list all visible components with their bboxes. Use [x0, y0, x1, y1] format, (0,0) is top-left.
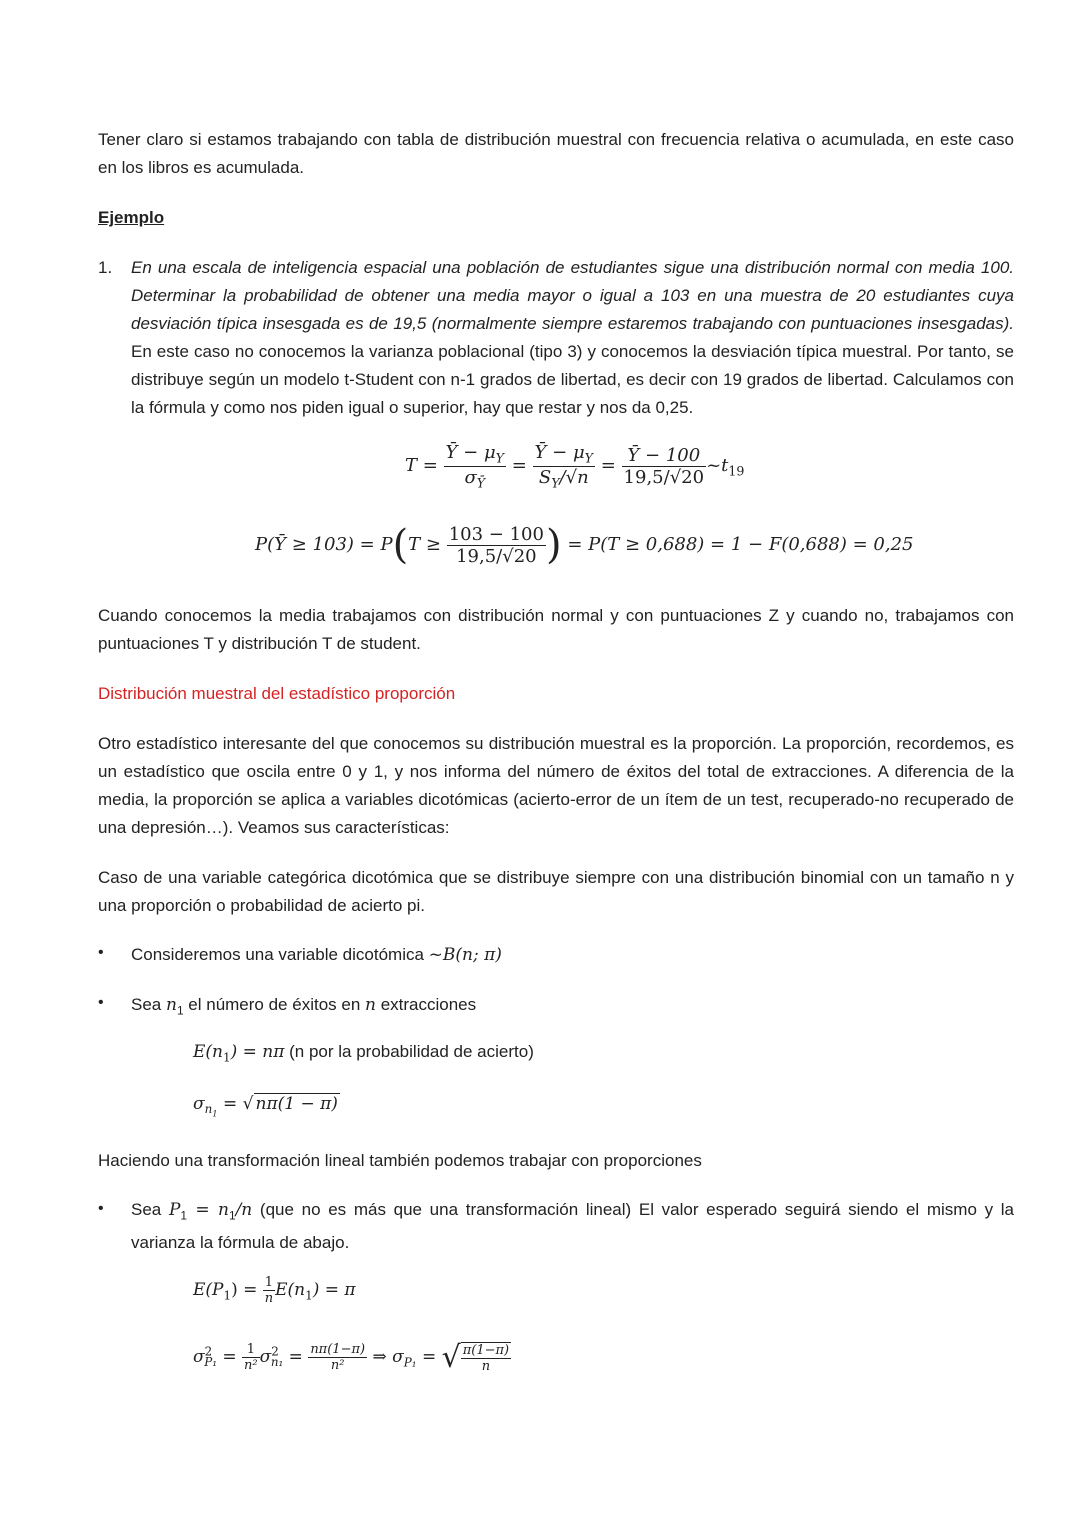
linear-paragraph: Haciendo una transformación lineal también podemos trabajar con proporciones: [98, 1151, 702, 1170]
bullet-1-symbol: •: [98, 944, 104, 961]
t-lhs: T =: [405, 455, 438, 477]
intro-paragraph: Tener claro si estamos trabajando con tabla de distribución muestral con frecuencia relativa o acumulada, en este caso en los libros es acumulada.: [98, 130, 1014, 177]
p-inner: T ≥: [408, 534, 441, 555]
bullet-2-text: Sea $n_1$ el número de éxitos en n extracciones: [131, 995, 477, 1018]
example-italic: En una escala de inteligencia espacial una población de estudiantes sigue una distribución normal con media 100. Determinar la probabilidad de obtener una media mayor o igual a 103 en una muestra de 20 estudiantes cuya desviación típica insesgada es de 19,5 (normalmente siempre estaremos trabajando con puntuaciones insesgadas).: [131, 258, 1014, 333]
example-number: 1.: [98, 258, 113, 277]
section-paragraph-2: Caso de una variable categórica dicotómica que se distribuye siempre con una distribución binomial con un tamaño n y una proporción o probabilidad de acierto pi.: [98, 868, 1014, 915]
normal-paragraph: Cuando conocemos la media trabajamos con distribución normal y con puntuaciones Z y cuando no, trabajamos con puntuaciones T y distribución T de student.: [98, 606, 1014, 653]
t-tail: ~t: [706, 455, 729, 477]
ep-formula: $E(P_1)$ = $\frac{1}{n}$ $E(n_1) = \pi$: [193, 1275, 356, 1306]
variance-formula: $\sigma^2_{P_1}$ = $\frac{1}{\text{n²}}$ $\sigma^2_{n_1}$ = $\frac{n\pi(1-\pi)}{\text{n²}}$ ⇒ $\sigma_{P_1}$ = √ $\frac{\pi(1-\pi)}{n}$: [193, 1340, 510, 1375]
bullet-1-text: Consideremos una variable dicotómica ~B(n; π): [131, 945, 502, 965]
t-eq-2: =: [600, 455, 616, 477]
example-plain: En este caso no conocemos la varianza poblacional (tipo 3) y conocemos la desviación típica muestral. Por tanto, se distribuye según un modelo t-Student con n-1 grados de libertad, es decir con 19 grados de libertad. Calculamos con la fórmula y como nos piden igual o superior, hay que restar y nos da 0,25.: [131, 342, 1014, 417]
section-title: Distribución muestral del estadístico proporción: [98, 684, 456, 703]
bullet-3-text: Sea $P_1 = n_1/n$ (que no es más que una transformación lineal) El valor esperado seguirá siendo el mismo y la varianza la fórmula de abajo.: [131, 1200, 1014, 1253]
bullet-2-symbol: •: [98, 994, 104, 1011]
expectation-note: (n por la probabilidad de acierto): [284, 1042, 534, 1061]
ep-frac: $\frac{1}{n}$: [264, 1275, 274, 1306]
p-frac: $\frac{103 - 100}{19,5/√20}$: [448, 523, 544, 567]
t-frac-1: $\frac{Ȳ - \mu_Y}{\sigma_Ȳ}$: [445, 442, 504, 491]
example-heading: Ejemplo: [98, 208, 165, 227]
example-body: [131, 254, 1014, 422]
expectation-formula: $E(n_1) = n\pi$ (n por la probabilidad de acierto): [193, 1042, 534, 1065]
t-frac-3: $\frac{Ȳ - 100}{19,5/√20}$: [623, 444, 705, 488]
p-rhs: = P(T ≥ 0,688) = 1 − F(0,688) = 0,25: [567, 534, 914, 555]
section-paragraph-1: Otro estadístico interesante del que conocemos su distribución muestral es la proporción. La proporción, recordemos, es un estadístico que oscila entre 0 y 1, y nos informa del número de éxitos del total de extracciones. A diferencia de la media, la proporción se aplica a variables dicotómicas (acierto-error de un ítem de un test, recuperado-no recuperado de una depresión…). Veamos sus características:: [98, 734, 1014, 837]
bullet-3-symbol: •: [98, 1200, 104, 1217]
sigma-formula: $\sigma_{n_1}$ = √ nπ(1 − π): [193, 1094, 338, 1119]
p-lhs: P(Ȳ ≥ 103) = P: [255, 534, 393, 555]
t-eq: =: [511, 455, 527, 477]
p-formula: P(Ȳ ≥ 103) = P(T ≥ $\frac{103 - 100}{19,5/√20}$ ) = P(T ≥ 0,688) = 1 − F(0,688) = 0,25: [255, 522, 914, 568]
t-formula: T = $\frac{Ȳ - \mu_Y}{\sigma_Ȳ}$ = $\frac{Ȳ - \mu_Y}{S_Y/√n}$ = $\frac{Ȳ - 100}{19,5/√20}$ $\sim t_{19}$: [405, 442, 745, 491]
t-frac-2: $\frac{Ȳ - \mu_Y}{S_Y/√n}$: [534, 442, 593, 491]
